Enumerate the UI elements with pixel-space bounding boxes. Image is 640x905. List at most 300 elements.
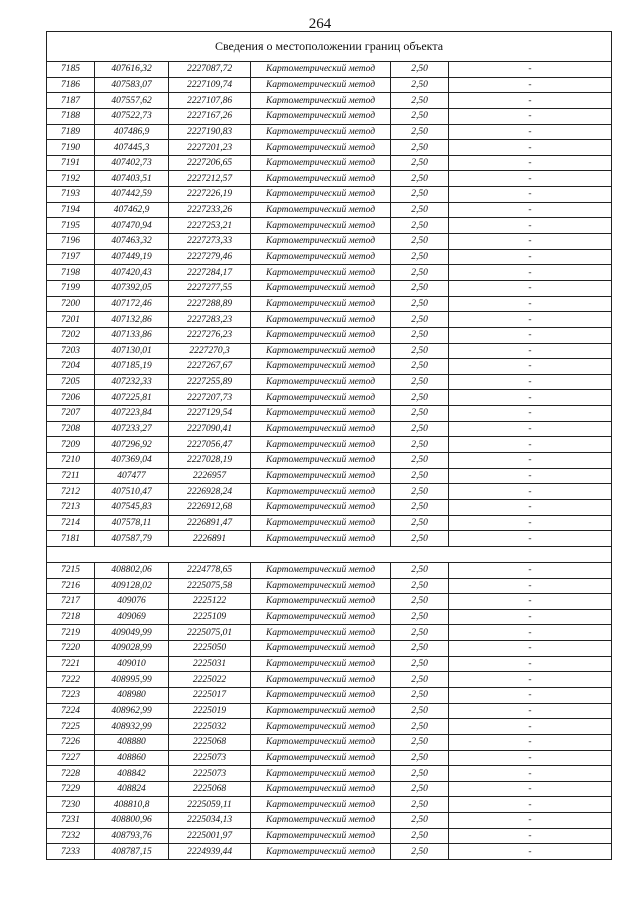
cell-method: Картометрический метод: [251, 609, 391, 625]
cell-point-number: 7206: [47, 390, 95, 406]
cell-point-number: 7219: [47, 625, 95, 641]
cell-method: Картометрический метод: [251, 703, 391, 719]
table-row: [47, 484, 612, 500]
table-row: [47, 374, 612, 390]
table-title: Сведения о местоположении границ объекта: [47, 32, 612, 62]
cell-coord-x: 407445,3: [95, 140, 169, 156]
table-row: [47, 234, 612, 250]
cell-accuracy: 2,50: [391, 249, 449, 265]
cell-accuracy: 2,50: [391, 656, 449, 672]
cell-coord-y: 2225122: [169, 594, 251, 610]
cell-note: -: [449, 437, 612, 453]
cell-note: -: [449, 703, 612, 719]
cell-note: -: [449, 844, 612, 860]
cell-point-number: 7181: [47, 531, 95, 547]
table-row: [47, 531, 612, 547]
cell-point-number: 7220: [47, 641, 95, 657]
cell-method: Картометрический метод: [251, 734, 391, 750]
cell-method: Картометрический метод: [251, 62, 391, 78]
table-row: [47, 327, 612, 343]
cell-coord-y: 2224939,44: [169, 844, 251, 860]
cell-method: Картометрический метод: [251, 108, 391, 124]
cell-method: Картометрический метод: [251, 468, 391, 484]
cell-point-number: 7218: [47, 609, 95, 625]
cell-method: Картометрический метод: [251, 234, 391, 250]
cell-method: Картометрический метод: [251, 390, 391, 406]
cell-method: Картометрический метод: [251, 124, 391, 140]
table-row: [47, 797, 612, 813]
cell-coord-y: 2227279,46: [169, 249, 251, 265]
cell-accuracy: 2,50: [391, 218, 449, 234]
cell-point-number: 7207: [47, 406, 95, 422]
cell-coord-y: 2227273,33: [169, 234, 251, 250]
cell-point-number: 7224: [47, 703, 95, 719]
cell-point-number: 7193: [47, 187, 95, 203]
cell-coord-x: 407392,05: [95, 280, 169, 296]
cell-method: Картометрический метод: [251, 312, 391, 328]
table-row: [47, 609, 612, 625]
cell-coord-y: 2227212,57: [169, 171, 251, 187]
table-row: [47, 390, 612, 406]
cell-point-number: 7225: [47, 719, 95, 735]
cell-method: Картометрический метод: [251, 750, 391, 766]
cell-method: Картометрический метод: [251, 140, 391, 156]
table-row: [47, 359, 612, 375]
cell-coord-y: 2227090,41: [169, 421, 251, 437]
cell-note: -: [449, 828, 612, 844]
cell-coord-y: 2225001,97: [169, 828, 251, 844]
cell-accuracy: 2,50: [391, 421, 449, 437]
table-row: [47, 171, 612, 187]
cell-note: -: [449, 468, 612, 484]
cell-coord-y: 2225075,58: [169, 578, 251, 594]
cell-note: -: [449, 750, 612, 766]
cell-accuracy: 2,50: [391, 171, 449, 187]
cell-accuracy: 2,50: [391, 124, 449, 140]
cell-note: -: [449, 406, 612, 422]
cell-method: Картометрический метод: [251, 77, 391, 93]
table-row: [47, 734, 612, 750]
cell-accuracy: 2,50: [391, 187, 449, 203]
cell-coord-x: 408980: [95, 687, 169, 703]
cell-coord-x: 407442,59: [95, 187, 169, 203]
cell-accuracy: 2,50: [391, 562, 449, 578]
cell-coord-x: 407232,33: [95, 374, 169, 390]
cell-note: -: [449, 265, 612, 281]
cell-coord-x: 409049,99: [95, 625, 169, 641]
cell-method: Картометрический метод: [251, 531, 391, 547]
cell-point-number: 7209: [47, 437, 95, 453]
cell-point-number: 7208: [47, 421, 95, 437]
table-row: [47, 202, 612, 218]
boundary-table-body: [47, 32, 612, 860]
cell-coord-y: 2227267,67: [169, 359, 251, 375]
cell-coord-x: 408842: [95, 766, 169, 782]
cell-note: -: [449, 484, 612, 500]
cell-coord-y: 2225073: [169, 750, 251, 766]
cell-coord-x: 407172,46: [95, 296, 169, 312]
cell-point-number: 7190: [47, 140, 95, 156]
cell-point-number: 7226: [47, 734, 95, 750]
cell-accuracy: 2,50: [391, 641, 449, 657]
cell-note: -: [449, 343, 612, 359]
cell-coord-y: 2226928,24: [169, 484, 251, 500]
cell-coord-x: 408802,06: [95, 562, 169, 578]
cell-note: -: [449, 609, 612, 625]
cell-coord-x: 409028,99: [95, 641, 169, 657]
cell-accuracy: 2,50: [391, 312, 449, 328]
table-row: [47, 844, 612, 860]
cell-accuracy: 2,50: [391, 609, 449, 625]
table-row: [47, 594, 612, 610]
cell-point-number: 7217: [47, 594, 95, 610]
cell-coord-x: 407225,81: [95, 390, 169, 406]
cell-coord-y: 2227056,47: [169, 437, 251, 453]
cell-coord-y: 2227277,55: [169, 280, 251, 296]
cell-note: -: [449, 155, 612, 171]
cell-coord-x: 408995,99: [95, 672, 169, 688]
cell-point-number: 7194: [47, 202, 95, 218]
cell-method: Картометрический метод: [251, 453, 391, 469]
cell-accuracy: 2,50: [391, 406, 449, 422]
cell-method: Картометрический метод: [251, 672, 391, 688]
cell-point-number: 7212: [47, 484, 95, 500]
cell-method: Картометрический метод: [251, 594, 391, 610]
cell-coord-y: 2227167,26: [169, 108, 251, 124]
cell-coord-y: 2226891: [169, 531, 251, 547]
cell-method: Картометрический метод: [251, 421, 391, 437]
cell-coord-x: 408800,96: [95, 813, 169, 829]
table-row: [47, 296, 612, 312]
cell-point-number: 7214: [47, 515, 95, 531]
cell-coord-x: 407522,73: [95, 108, 169, 124]
table-row: [47, 562, 612, 578]
cell-coord-x: 407545,83: [95, 499, 169, 515]
cell-method: Картометрический метод: [251, 437, 391, 453]
cell-coord-x: 407470,94: [95, 218, 169, 234]
cell-coord-y: 2227087,72: [169, 62, 251, 78]
table-row: [47, 62, 612, 78]
cell-coord-y: 2227107,86: [169, 93, 251, 109]
cell-accuracy: 2,50: [391, 625, 449, 641]
cell-coord-y: 2227028,19: [169, 453, 251, 469]
cell-note: -: [449, 515, 612, 531]
cell-note: -: [449, 171, 612, 187]
cell-coord-x: 407132,86: [95, 312, 169, 328]
cell-coord-x: 407402,73: [95, 155, 169, 171]
cell-point-number: 7192: [47, 171, 95, 187]
cell-method: Картометрический метод: [251, 562, 391, 578]
cell-coord-x: 407403,51: [95, 171, 169, 187]
cell-accuracy: 2,50: [391, 813, 449, 829]
cell-coord-y: 2225031: [169, 656, 251, 672]
cell-point-number: 7191: [47, 155, 95, 171]
table-row: [47, 750, 612, 766]
cell-note: -: [449, 734, 612, 750]
cell-point-number: 7201: [47, 312, 95, 328]
cell-coord-y: 2225034,13: [169, 813, 251, 829]
cell-coord-y: 2227109,74: [169, 77, 251, 93]
cell-coord-y: 2227233,26: [169, 202, 251, 218]
cell-method: Картометрический метод: [251, 797, 391, 813]
table-row: [47, 453, 612, 469]
cell-coord-x: 407185,19: [95, 359, 169, 375]
cell-coord-y: 2227129,54: [169, 406, 251, 422]
cell-accuracy: 2,50: [391, 672, 449, 688]
table-title-row: [47, 32, 612, 62]
cell-coord-x: 407477: [95, 468, 169, 484]
cell-coord-x: 407130,01: [95, 343, 169, 359]
cell-method: Картометрический метод: [251, 265, 391, 281]
cell-coord-y: 2226912,68: [169, 499, 251, 515]
cell-coord-y: 2225068: [169, 781, 251, 797]
table-row: [47, 437, 612, 453]
cell-coord-y: 2227253,21: [169, 218, 251, 234]
cell-method: Картометрический метод: [251, 625, 391, 641]
cell-accuracy: 2,50: [391, 155, 449, 171]
cell-method: Картометрический метод: [251, 515, 391, 531]
table-row: [47, 280, 612, 296]
cell-note: -: [449, 124, 612, 140]
cell-method: Картометрический метод: [251, 187, 391, 203]
cell-method: Картометрический метод: [251, 766, 391, 782]
table-row: [47, 108, 612, 124]
cell-note: -: [449, 499, 612, 515]
table-row: [47, 781, 612, 797]
cell-method: Картометрический метод: [251, 844, 391, 860]
cell-note: -: [449, 594, 612, 610]
cell-method: Картометрический метод: [251, 484, 391, 500]
cell-coord-x: 409010: [95, 656, 169, 672]
cell-note: -: [449, 359, 612, 375]
cell-method: Картометрический метод: [251, 155, 391, 171]
cell-point-number: 7196: [47, 234, 95, 250]
cell-coord-y: 2226957: [169, 468, 251, 484]
cell-coord-y: 2227270,3: [169, 343, 251, 359]
group-separator-row: [47, 546, 612, 562]
cell-method: Картометрический метод: [251, 687, 391, 703]
cell-point-number: 7232: [47, 828, 95, 844]
separator-cell: [47, 546, 612, 562]
table-row: [47, 641, 612, 657]
cell-coord-y: 2225022: [169, 672, 251, 688]
table-row: [47, 499, 612, 515]
cell-coord-y: 2225075,01: [169, 625, 251, 641]
cell-note: -: [449, 234, 612, 250]
cell-coord-x: 407578,11: [95, 515, 169, 531]
cell-accuracy: 2,50: [391, 734, 449, 750]
cell-coord-x: 407296,92: [95, 437, 169, 453]
cell-point-number: 7187: [47, 93, 95, 109]
cell-coord-y: 2224778,65: [169, 562, 251, 578]
cell-coord-y: 2225073: [169, 766, 251, 782]
cell-point-number: 7205: [47, 374, 95, 390]
cell-coord-x: 408860: [95, 750, 169, 766]
table-row: [47, 703, 612, 719]
table-row: [47, 343, 612, 359]
cell-accuracy: 2,50: [391, 499, 449, 515]
cell-coord-x: 409076: [95, 594, 169, 610]
cell-note: -: [449, 202, 612, 218]
cell-method: Картометрический метод: [251, 343, 391, 359]
cell-coord-y: 2227255,89: [169, 374, 251, 390]
cell-point-number: 7210: [47, 453, 95, 469]
cell-accuracy: 2,50: [391, 844, 449, 860]
cell-method: Картометрический метод: [251, 218, 391, 234]
cell-accuracy: 2,50: [391, 719, 449, 735]
cell-coord-x: 407420,43: [95, 265, 169, 281]
cell-note: -: [449, 781, 612, 797]
cell-point-number: 7189: [47, 124, 95, 140]
cell-note: -: [449, 531, 612, 547]
cell-note: -: [449, 672, 612, 688]
table-row: [47, 421, 612, 437]
cell-coord-x: 408810,8: [95, 797, 169, 813]
cell-coord-x: 407449,19: [95, 249, 169, 265]
cell-accuracy: 2,50: [391, 62, 449, 78]
cell-point-number: 7203: [47, 343, 95, 359]
cell-accuracy: 2,50: [391, 343, 449, 359]
cell-method: Картометрический метод: [251, 781, 391, 797]
cell-coord-y: 2227284,17: [169, 265, 251, 281]
cell-coord-x: 408824: [95, 781, 169, 797]
cell-note: -: [449, 421, 612, 437]
cell-coord-x: 407583,07: [95, 77, 169, 93]
cell-method: Картометрический метод: [251, 93, 391, 109]
cell-note: -: [449, 687, 612, 703]
table-row: [47, 515, 612, 531]
cell-coord-y: 2227283,23: [169, 312, 251, 328]
table-row: [47, 312, 612, 328]
cell-accuracy: 2,50: [391, 750, 449, 766]
cell-accuracy: 2,50: [391, 359, 449, 375]
cell-accuracy: 2,50: [391, 140, 449, 156]
cell-accuracy: 2,50: [391, 437, 449, 453]
cell-note: -: [449, 296, 612, 312]
cell-note: -: [449, 218, 612, 234]
cell-point-number: 7233: [47, 844, 95, 860]
table-row: [47, 625, 612, 641]
cell-coord-y: 2227207,73: [169, 390, 251, 406]
cell-point-number: 7195: [47, 218, 95, 234]
table-row: [47, 766, 612, 782]
cell-note: -: [449, 562, 612, 578]
cell-coord-y: 2227206,65: [169, 155, 251, 171]
cell-accuracy: 2,50: [391, 797, 449, 813]
cell-accuracy: 2,50: [391, 265, 449, 281]
boundary-table: [46, 31, 612, 860]
cell-accuracy: 2,50: [391, 374, 449, 390]
cell-point-number: 7227: [47, 750, 95, 766]
cell-point-number: 7229: [47, 781, 95, 797]
cell-method: Картометрический метод: [251, 327, 391, 343]
cell-coord-y: 2225109: [169, 609, 251, 625]
cell-coord-y: 2227276,23: [169, 327, 251, 343]
cell-point-number: 7222: [47, 672, 95, 688]
cell-coord-y: 2227201,23: [169, 140, 251, 156]
cell-point-number: 7230: [47, 797, 95, 813]
table-row: [47, 719, 612, 735]
table-row: [47, 187, 612, 203]
cell-method: Картометрический метод: [251, 280, 391, 296]
table-row: [47, 578, 612, 594]
cell-note: -: [449, 453, 612, 469]
cell-point-number: 7231: [47, 813, 95, 829]
cell-method: Картометрический метод: [251, 296, 391, 312]
cell-coord-y: 2225017: [169, 687, 251, 703]
cell-coord-x: 407510,47: [95, 484, 169, 500]
cell-accuracy: 2,50: [391, 77, 449, 93]
cell-method: Картометрический метод: [251, 249, 391, 265]
cell-point-number: 7215: [47, 562, 95, 578]
cell-note: -: [449, 62, 612, 78]
cell-point-number: 7204: [47, 359, 95, 375]
cell-coord-y: 2225059,11: [169, 797, 251, 813]
cell-coord-x: 407462,9: [95, 202, 169, 218]
cell-note: -: [449, 719, 612, 735]
cell-accuracy: 2,50: [391, 93, 449, 109]
cell-note: -: [449, 187, 612, 203]
cell-note: -: [449, 766, 612, 782]
cell-accuracy: 2,50: [391, 515, 449, 531]
cell-accuracy: 2,50: [391, 828, 449, 844]
cell-method: Картометрический метод: [251, 406, 391, 422]
cell-coord-x: 407233,27: [95, 421, 169, 437]
cell-point-number: 7186: [47, 77, 95, 93]
cell-note: -: [449, 312, 612, 328]
cell-accuracy: 2,50: [391, 703, 449, 719]
cell-accuracy: 2,50: [391, 766, 449, 782]
cell-point-number: 7199: [47, 280, 95, 296]
cell-accuracy: 2,50: [391, 578, 449, 594]
cell-method: Картометрический метод: [251, 828, 391, 844]
cell-accuracy: 2,50: [391, 280, 449, 296]
cell-coord-y: 2225050: [169, 641, 251, 657]
cell-point-number: 7221: [47, 656, 95, 672]
table-row: [47, 813, 612, 829]
cell-note: -: [449, 77, 612, 93]
cell-method: Картометрический метод: [251, 656, 391, 672]
cell-coord-x: 407223,84: [95, 406, 169, 422]
cell-coord-y: 2225068: [169, 734, 251, 750]
cell-accuracy: 2,50: [391, 296, 449, 312]
cell-method: Картометрический метод: [251, 719, 391, 735]
cell-note: -: [449, 140, 612, 156]
cell-coord-x: 407486,9: [95, 124, 169, 140]
cell-note: -: [449, 374, 612, 390]
cell-point-number: 7202: [47, 327, 95, 343]
cell-point-number: 7223: [47, 687, 95, 703]
cell-point-number: 7216: [47, 578, 95, 594]
cell-accuracy: 2,50: [391, 234, 449, 250]
cell-coord-x: 408880: [95, 734, 169, 750]
table-row: [47, 93, 612, 109]
cell-accuracy: 2,50: [391, 531, 449, 547]
cell-point-number: 7185: [47, 62, 95, 78]
table-row: [47, 124, 612, 140]
table-row: [47, 828, 612, 844]
cell-point-number: 7188: [47, 108, 95, 124]
cell-note: -: [449, 390, 612, 406]
cell-method: Картометрический метод: [251, 374, 391, 390]
cell-method: Картометрический метод: [251, 641, 391, 657]
cell-note: -: [449, 797, 612, 813]
cell-accuracy: 2,50: [391, 108, 449, 124]
cell-coord-y: 2227190,83: [169, 124, 251, 140]
cell-note: -: [449, 93, 612, 109]
cell-method: Картометрический метод: [251, 578, 391, 594]
cell-note: -: [449, 108, 612, 124]
